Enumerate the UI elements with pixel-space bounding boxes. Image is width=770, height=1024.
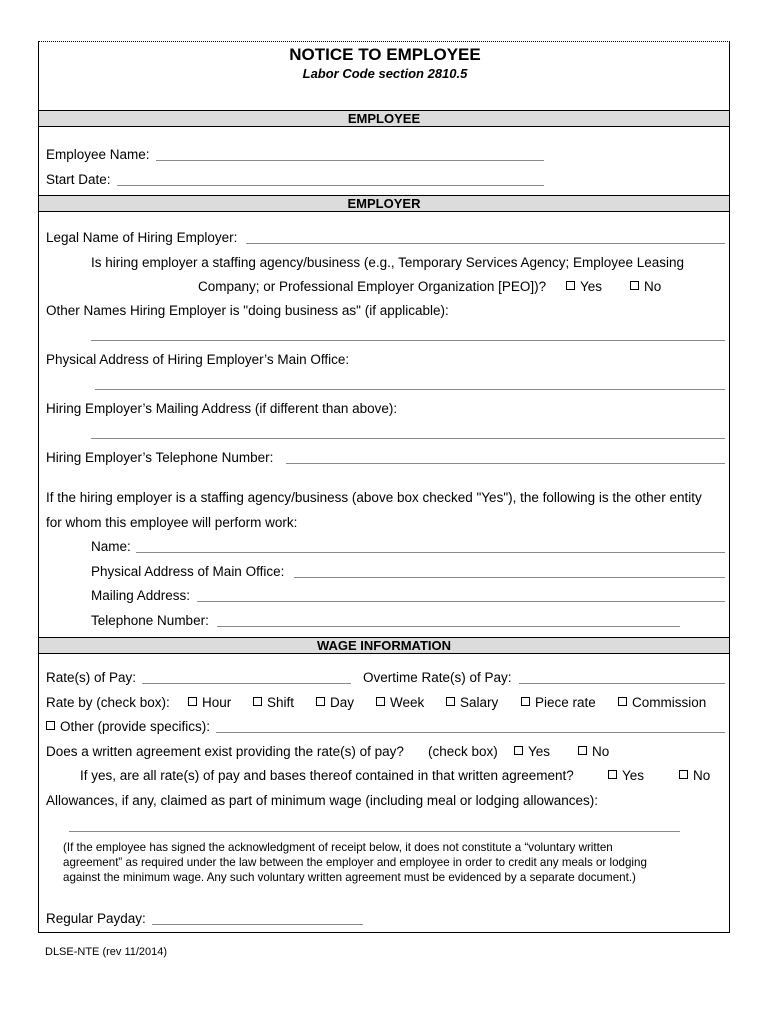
agreement-no-checkbox[interactable] xyxy=(578,744,609,760)
voluntary-agreement-note-line3: against the minimum wage. Any such voluntary written agreement must be evidenced by a separate document.) xyxy=(63,871,636,884)
payday-label: Regular Payday: xyxy=(46,911,146,926)
other-mailing-label: Mailing Address: xyxy=(91,588,191,603)
agreement-check-box-hint: (check box) xyxy=(428,744,498,759)
contained-yes-checkbox[interactable] xyxy=(608,768,644,784)
other-name-field[interactable] xyxy=(136,552,725,553)
staffing-yes-checkbox[interactable] xyxy=(566,279,602,295)
rate-of-pay-field[interactable] xyxy=(142,683,351,684)
physical-address-label: Physical Address of Hiring Employer’s Main Office: xyxy=(46,352,350,367)
start-date-label: Start Date: xyxy=(46,172,111,187)
other-mailing-field[interactable] xyxy=(197,601,725,602)
physical-address-field[interactable] xyxy=(95,389,725,390)
form-title: NOTICE TO EMPLOYEE xyxy=(289,45,481,64)
checkbox-icon xyxy=(316,697,325,706)
employee-section-heading: EMPLOYEE xyxy=(39,110,729,127)
employee-name-label: Employee Name: xyxy=(46,147,150,162)
overtime-rate-label: Overtime Rate(s) of Pay: xyxy=(363,670,512,685)
contained-question: If yes, are all rate(s) of pay and bases thereof contained in that written agreement? xyxy=(80,768,574,783)
checkbox-icon xyxy=(566,281,575,290)
checkbox-icon xyxy=(446,697,455,706)
other-name-label: Name: xyxy=(91,539,131,554)
rate-other-field[interactable] xyxy=(216,732,725,733)
voluntary-agreement-note-line2: agreement” as required under the law between the employer and employee in order to credit any meals or lodging xyxy=(63,856,647,869)
wage-section-heading: WAGE INFORMATION xyxy=(39,637,729,654)
staffing-yes-label: Yes xyxy=(580,279,603,294)
checkbox-icon xyxy=(188,697,197,706)
rate-week-checkbox[interactable] xyxy=(376,695,424,711)
telephone-field[interactable] xyxy=(286,463,725,464)
rate-option-label: Commission xyxy=(632,695,707,710)
checkbox-icon xyxy=(376,697,385,706)
checkbox-icon xyxy=(514,746,523,755)
other-telephone-label: Telephone Number: xyxy=(91,613,209,628)
checkbox-icon xyxy=(608,770,617,779)
legal-name-field[interactable] xyxy=(246,243,725,244)
rate-option-label: Day xyxy=(330,695,355,710)
voluntary-agreement-note-line1: (If the employee has signed the acknowledgment of receipt below, it does not constitute a “voluntary written xyxy=(63,841,613,854)
checkbox-icon xyxy=(618,697,627,706)
checkbox-icon xyxy=(630,281,639,290)
checkbox-icon xyxy=(253,697,262,706)
other-entity-text-line1: If the hiring employer is a staffing agency/business (above box checked "Yes"), the following is the other entity xyxy=(46,490,702,505)
checkbox-icon xyxy=(578,746,587,755)
staffing-no-checkbox[interactable] xyxy=(630,279,661,295)
rate-day-checkbox[interactable] xyxy=(316,695,354,711)
agreement-question: Does a written agreement exist providing the rate(s) of pay? xyxy=(46,744,404,759)
start-date-field[interactable] xyxy=(117,185,544,186)
rate-of-pay-label: Rate(s) of Pay: xyxy=(46,670,137,685)
rate-other-checkbox[interactable] xyxy=(46,719,210,735)
mailing-address-label: Hiring Employer’s Mailing Address (if different than above): xyxy=(46,401,398,416)
staffing-question-line2: Company; or Professional Employer Organization [PEO])? xyxy=(198,279,547,294)
employee-name-field[interactable] xyxy=(156,160,544,161)
rate-shift-checkbox[interactable] xyxy=(253,695,294,711)
employer-section-heading: EMPLOYER xyxy=(39,195,729,212)
rate-option-label: Piece rate xyxy=(535,695,596,710)
agreement-yes-checkbox[interactable] xyxy=(514,744,550,760)
checkbox-icon xyxy=(46,721,55,730)
rate-piece-checkbox[interactable] xyxy=(521,695,596,711)
legal-name-label: Legal Name of Hiring Employer: xyxy=(46,230,238,245)
other-physical-field[interactable] xyxy=(294,577,725,578)
mailing-address-field[interactable] xyxy=(91,438,725,439)
dba-label: Other Names Hiring Employer is "doing business as" (if applicable): xyxy=(46,303,449,318)
other-physical-label: Physical Address of Main Office: xyxy=(91,564,285,579)
checkbox-icon xyxy=(521,697,530,706)
rate-option-label: Shift xyxy=(267,695,295,710)
other-entity-text-line2: for whom this employee will perform work: xyxy=(46,515,298,530)
payday-field[interactable] xyxy=(152,924,363,925)
allowances-field[interactable] xyxy=(69,831,680,832)
agreement-yes-label: Yes xyxy=(528,744,551,759)
contained-no-label: No xyxy=(693,768,711,783)
contained-yes-label: Yes xyxy=(622,768,645,783)
rate-hour-checkbox[interactable] xyxy=(188,695,231,711)
notice-form xyxy=(38,41,730,933)
overtime-rate-field[interactable] xyxy=(519,683,725,684)
rate-other-label: Other (provide specifics): xyxy=(60,719,211,734)
rate-commission-checkbox[interactable] xyxy=(618,695,706,711)
telephone-label: Hiring Employer’s Telephone Number: xyxy=(46,450,274,465)
other-telephone-field[interactable] xyxy=(217,626,680,627)
rate-option-label: Week xyxy=(390,695,425,710)
form-id: DLSE-NTE (rev 11/2014) xyxy=(45,946,168,958)
rate-by-label: Rate by (check box): xyxy=(46,695,170,710)
form-subtitle: Labor Code section 2810.5 xyxy=(302,66,468,81)
rate-option-label: Hour xyxy=(202,695,232,710)
dba-field[interactable] xyxy=(91,340,725,341)
checkbox-icon xyxy=(679,770,688,779)
rate-option-label: Salary xyxy=(460,695,499,710)
contained-no-checkbox[interactable] xyxy=(679,768,710,784)
allowances-label: Allowances, if any, claimed as part of minimum wage (including meal or lodging allowances): xyxy=(46,793,599,808)
rate-salary-checkbox[interactable] xyxy=(446,695,498,711)
staffing-question-line1: Is hiring employer a staffing agency/business (e.g., Temporary Services Agency; Employee Leasing xyxy=(91,255,685,270)
staffing-no-label: No xyxy=(644,279,662,294)
agreement-no-label: No xyxy=(592,744,610,759)
